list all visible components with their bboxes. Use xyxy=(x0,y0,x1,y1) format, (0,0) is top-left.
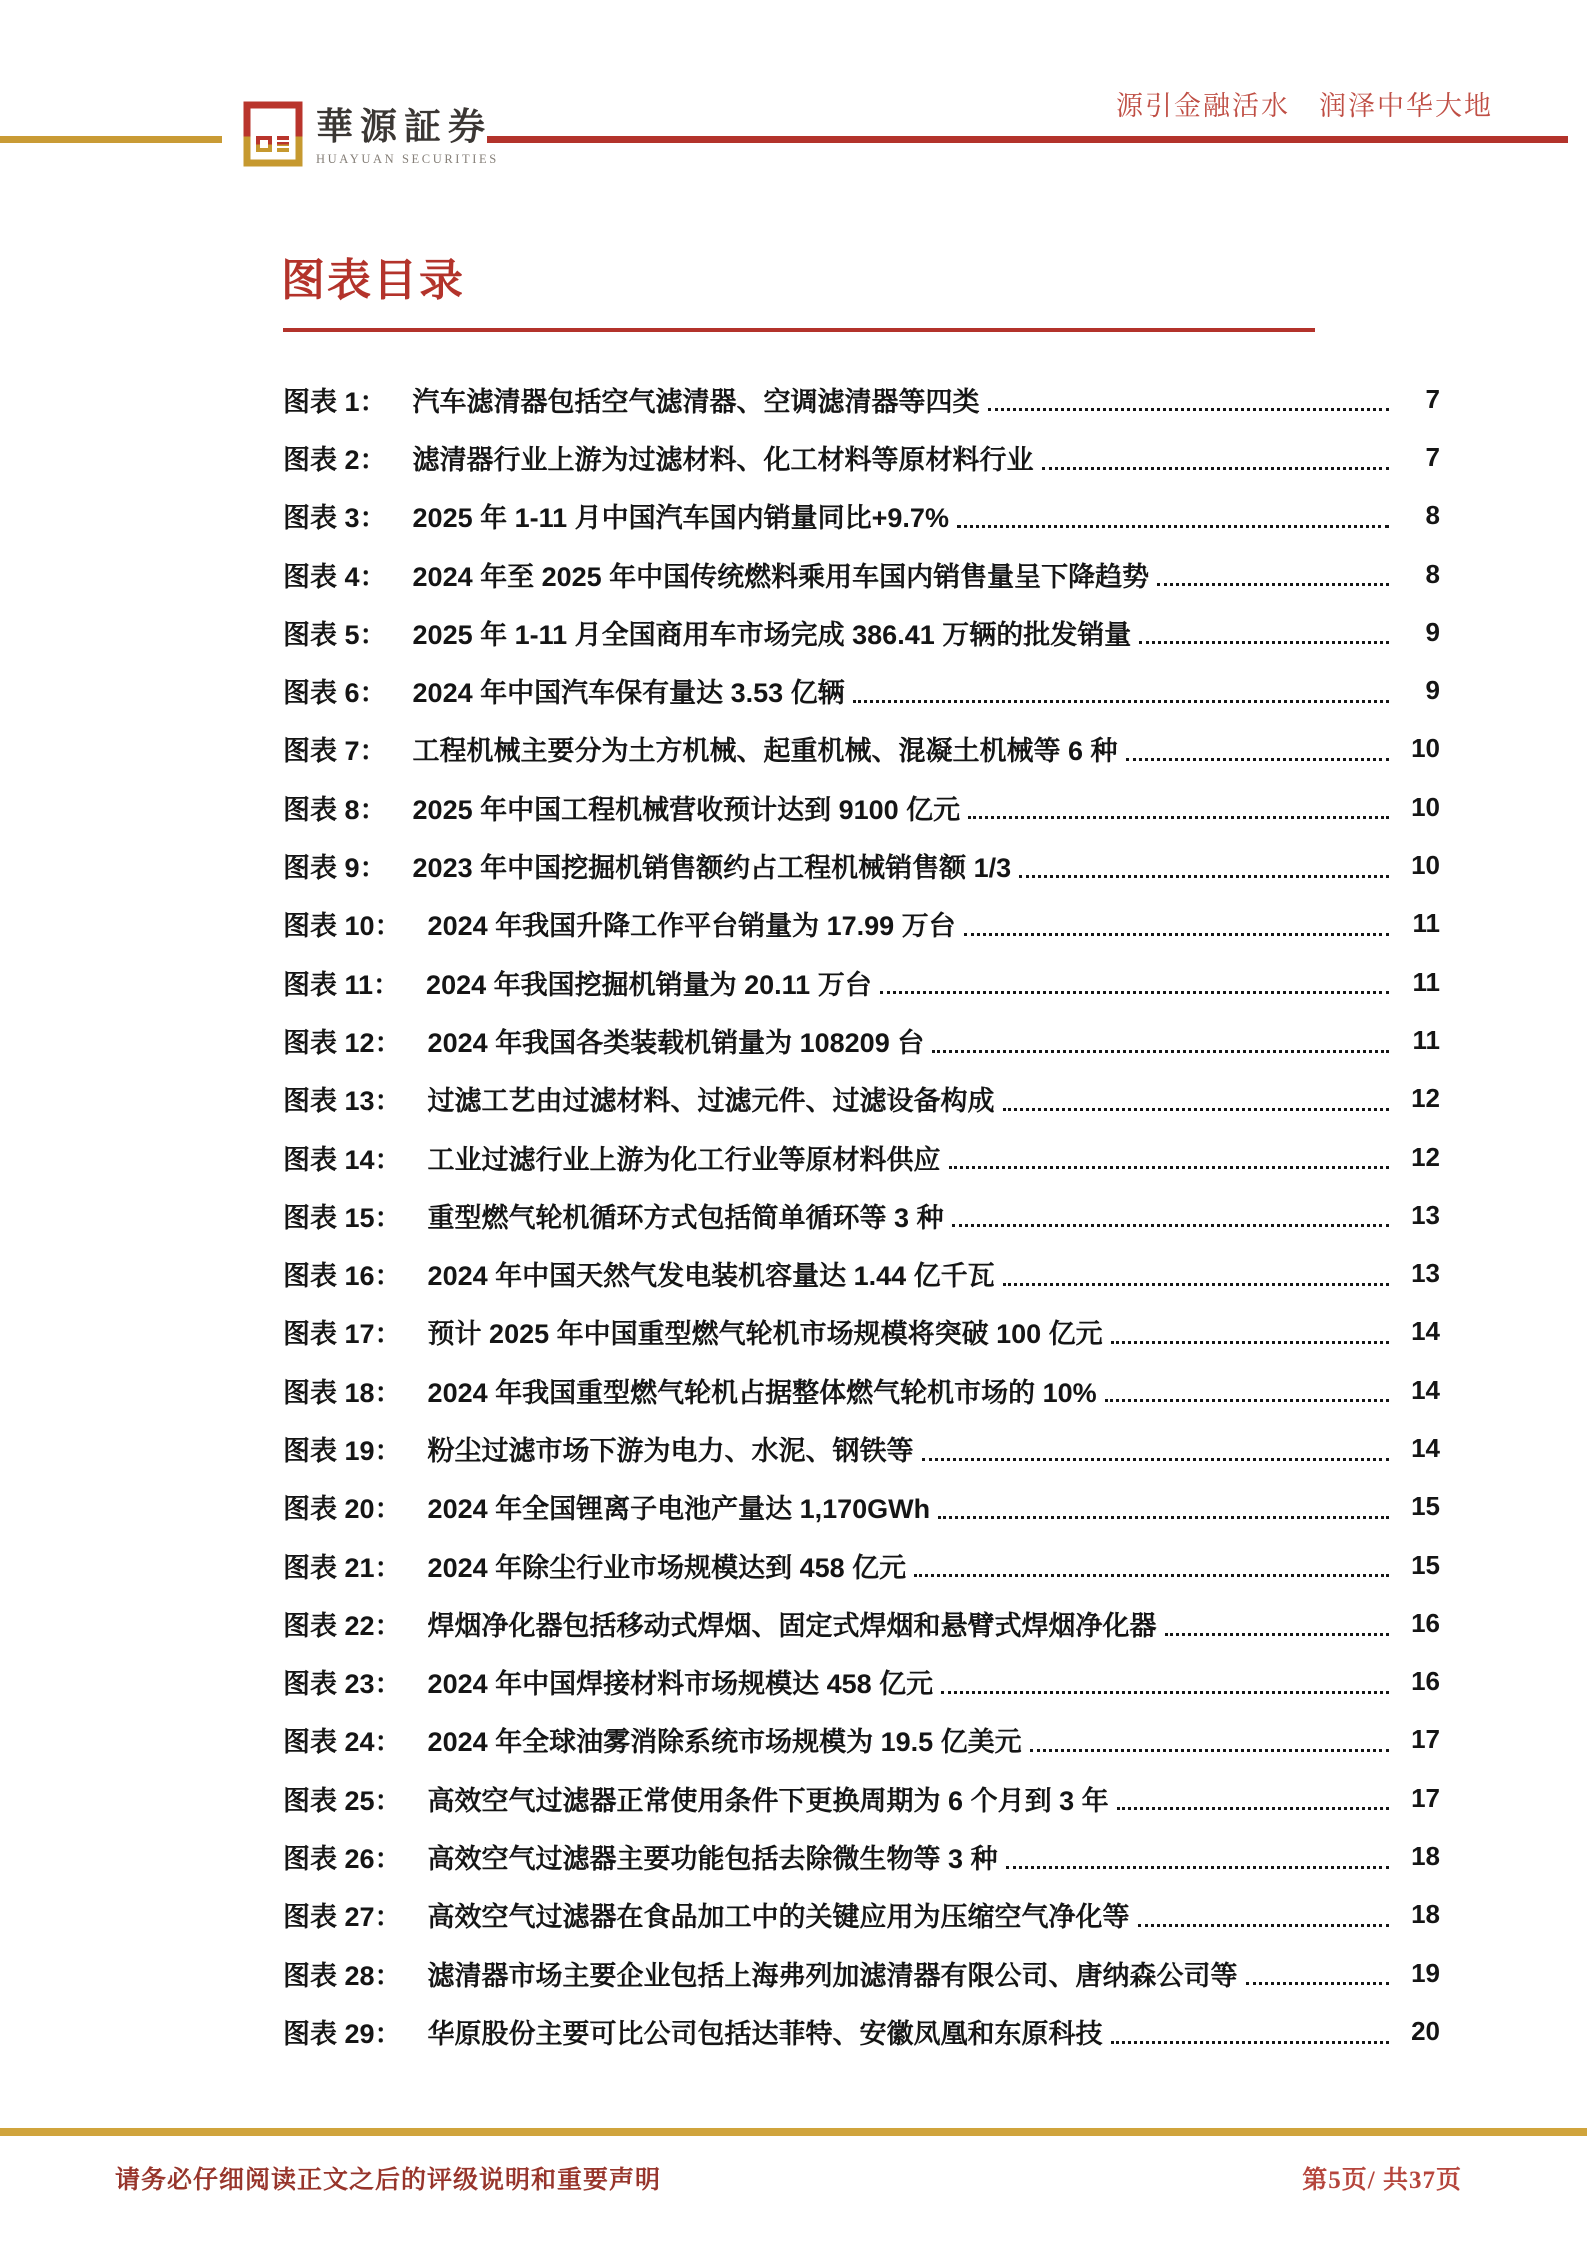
toc-entry-caption: 2024 年中国汽车保有量达 3.53 亿辆 xyxy=(412,678,845,709)
toc-entry-label: 图表 29： xyxy=(283,2018,402,2049)
toc-entry xyxy=(283,1594,1440,1652)
toc-entry-label: 图表 18： xyxy=(283,1377,402,1408)
toc-entry-caption: 重型燃气轮机循环方式包括简单循环等 3 种 xyxy=(427,1202,944,1233)
brand-name-en: HUAYUAN SECURITIES xyxy=(316,151,499,166)
toc-entry-page: 9 xyxy=(1425,616,1440,647)
toc-entry xyxy=(283,1011,1440,1069)
toc-entry xyxy=(283,1128,1440,1186)
dot-leader xyxy=(1003,1283,1389,1286)
brand-block xyxy=(316,108,576,167)
toc-entry-page: 12 xyxy=(1411,1083,1440,1114)
toc-entry-label: 图表 20： xyxy=(283,1494,402,1525)
toc-entry xyxy=(283,836,1440,894)
toc-entry-label: 图表 7： xyxy=(283,736,387,767)
toc-entry-page: 8 xyxy=(1425,500,1440,531)
toc-entry-page: 10 xyxy=(1411,733,1440,764)
toc-entry xyxy=(283,778,1440,836)
toc-entry-label: 图表 3： xyxy=(283,503,387,534)
dot-leader xyxy=(952,1224,1389,1227)
toc-entry-label: 图表 26： xyxy=(283,1844,402,1875)
toc-entry-page: 14 xyxy=(1411,1432,1440,1463)
toc-entry-page: 18 xyxy=(1411,1841,1440,1872)
toc-entry-caption: 工程机械主要分为土方机械、起重机械、混凝土机械等 6 种 xyxy=(412,736,1118,767)
toc-entry-page: 11 xyxy=(1412,1024,1440,1055)
toc-entry-caption: 2025 年 1-11 月中国汽车国内销量同比+9.7% xyxy=(412,503,949,534)
dot-leader xyxy=(1138,1924,1389,1927)
dot-leader xyxy=(1126,758,1389,761)
toc-entry-caption: 2024 年我国挖掘机销量为 20.11 万台 xyxy=(426,969,872,1000)
toc-entry-label: 图表 23： xyxy=(283,1669,402,1700)
toc-entry-page: 8 xyxy=(1425,558,1440,589)
toc-entry-page: 16 xyxy=(1411,1607,1440,1638)
dot-leader xyxy=(1246,1982,1389,1985)
toc-entry xyxy=(283,1361,1440,1419)
footer-gold-rule xyxy=(0,2128,1587,2136)
toc-entry xyxy=(283,953,1440,1011)
toc-entry-caption: 2024 年至 2025 年中国传统燃料乘用车国内销售量呈下降趋势 xyxy=(412,561,1150,592)
toc-entry-caption: 2024 年我国各类装载机销量为 108209 台 xyxy=(427,1027,925,1058)
toc-entry-page: 10 xyxy=(1411,791,1440,822)
toc-entry xyxy=(283,1886,1440,1944)
toc-entry xyxy=(283,895,1440,953)
toc-entry-page: 14 xyxy=(1411,1374,1440,1405)
dot-leader xyxy=(1105,1399,1389,1402)
toc-entry-page: 15 xyxy=(1411,1491,1440,1522)
toc-entry xyxy=(283,720,1440,778)
dot-leader xyxy=(1006,1866,1389,1869)
toc-entry-page: 16 xyxy=(1411,1666,1440,1697)
footer-page-number: 第5页/ 共37页 xyxy=(1302,2167,1462,2194)
header-gold-rule xyxy=(0,136,222,143)
toc-entry-label: 图表 4： xyxy=(283,561,387,592)
toc-entry-caption: 2024 年全国锂离子电池产量达 1,170GWh xyxy=(427,1494,931,1525)
toc-entry-page: 12 xyxy=(1411,1141,1440,1172)
toc-entry xyxy=(283,1711,1440,1769)
toc-entry-label: 图表 11： xyxy=(283,969,401,1000)
dot-leader xyxy=(938,1516,1389,1519)
toc-entry-page: 13 xyxy=(1411,1258,1440,1289)
dot-leader xyxy=(1019,875,1389,878)
toc-entry-label: 图表 25： xyxy=(283,1785,402,1816)
huayuan-seal-logo-icon xyxy=(243,101,303,167)
toc-entry-label: 图表 15： xyxy=(283,1202,402,1233)
toc-entry-page: 13 xyxy=(1411,1199,1440,1230)
dot-leader xyxy=(1117,1807,1389,1810)
toc-entry xyxy=(283,428,1440,486)
toc-entry-page: 9 xyxy=(1425,675,1440,706)
brand-name-cn: 華源証券 xyxy=(316,107,492,148)
footer-disclaimer: 请务必仔细阅读正文之后的评级说明和重要声明 xyxy=(115,2167,662,2194)
toc-entry-label: 图表 28： xyxy=(283,1960,402,1991)
toc-entry-caption: 粉尘过滤市场下游为电力、水泥、钢铁等 xyxy=(427,1435,914,1466)
toc-entry xyxy=(283,661,1440,719)
toc-entry xyxy=(283,1070,1440,1128)
toc-entry-caption: 2024 年我国重型燃气轮机占据整体燃气轮机市场的 10% xyxy=(427,1377,1097,1408)
dot-leader xyxy=(1042,467,1389,470)
toc-entry-caption: 2024 年除尘行业市场规模达到 458 亿元 xyxy=(427,1552,907,1583)
toc-entry-caption: 2024 年我国升降工作平台销量为 17.99 万台 xyxy=(427,911,956,942)
toc-entry-page: 11 xyxy=(1412,966,1440,997)
toc-entry-label: 图表 12： xyxy=(283,1027,402,1058)
toc-entry-caption: 2025 年中国工程机械营收预计达到 9100 亿元 xyxy=(412,794,961,825)
toc-entry xyxy=(283,1478,1440,1536)
toc-entry xyxy=(283,603,1440,661)
toc-entry-page: 18 xyxy=(1411,1899,1440,1930)
toc-entry-caption: 华原股份主要可比公司包括达菲特、安徽凤凰和东原科技 xyxy=(427,2018,1103,2049)
dot-leader xyxy=(988,408,1389,411)
toc-entry-page: 17 xyxy=(1411,1782,1440,1813)
toc-entry-label: 图表 19： xyxy=(283,1435,402,1466)
dot-leader xyxy=(922,1458,1389,1461)
toc-entry xyxy=(283,487,1440,545)
toc-entry-caption: 高效空气过滤器正常使用条件下更换周期为 6 个月到 3 年 xyxy=(427,1785,1109,1816)
toc-entry-page: 10 xyxy=(1411,850,1440,881)
toc-entry-label: 图表 22： xyxy=(283,1610,402,1641)
dot-leader xyxy=(964,933,1389,936)
toc-entry-label: 图表 13： xyxy=(283,1086,402,1117)
toc-entry-label: 图表 21： xyxy=(283,1552,402,1583)
toc-entry-label: 图表 9： xyxy=(283,853,387,884)
toc-entry xyxy=(283,2002,1440,2060)
brand-tagline: 源引金融活水 润泽中华大地 xyxy=(1116,91,1493,121)
toc-entry-caption: 2024 年中国焊接材料市场规模达 458 亿元 xyxy=(427,1669,934,1700)
toc-entry-caption: 预计 2025 年中国重型燃气轮机市场规模将突破 100 亿元 xyxy=(427,1319,1103,1350)
toc-entry xyxy=(283,1944,1440,2002)
toc-entry-label: 图表 1： xyxy=(283,386,387,417)
toc-entry-caption: 滤清器市场主要企业包括上海弗列加滤清器有限公司、唐纳森公司等 xyxy=(427,1960,1238,1991)
dot-leader xyxy=(853,700,1389,703)
title-divider-rule xyxy=(283,328,1315,332)
toc-entry-page: 11 xyxy=(1412,908,1440,939)
dot-leader xyxy=(914,1574,1389,1577)
toc-entry xyxy=(283,1419,1440,1477)
toc-entry-label: 图表 27： xyxy=(283,1902,402,1933)
toc-entry-caption: 2024 年全球油雾消除系统市场规模为 19.5 亿美元 xyxy=(427,1727,1022,1758)
toc-list xyxy=(283,370,1440,2061)
toc-entry-label: 图表 17： xyxy=(283,1319,402,1350)
toc-entry-label: 图表 16： xyxy=(283,1261,402,1292)
header-red-rule xyxy=(487,136,1568,143)
dot-leader xyxy=(1165,1633,1389,1636)
toc-entry-label: 图表 5： xyxy=(283,619,387,650)
dot-leader xyxy=(1003,1108,1389,1111)
toc-entry-page: 17 xyxy=(1411,1724,1440,1755)
toc-entry-caption: 高效空气过滤器在食品加工中的关键应用为压缩空气净化等 xyxy=(427,1902,1130,1933)
dot-leader xyxy=(1111,2041,1389,2044)
page-title: 图表目录 xyxy=(281,256,465,305)
toc-entry-page: 20 xyxy=(1411,2015,1440,2046)
toc-entry-caption: 汽车滤清器包括空气滤清器、空调滤清器等四类 xyxy=(412,386,980,417)
dot-leader xyxy=(932,1050,1389,1053)
toc-entry-label: 图表 2： xyxy=(283,444,387,475)
dot-leader xyxy=(949,1166,1389,1169)
toc-entry-label: 图表 14： xyxy=(283,1144,402,1175)
toc-entry-label: 图表 8： xyxy=(283,794,387,825)
toc-entry-page: 19 xyxy=(1411,1957,1440,1988)
toc-entry-caption: 工业过滤行业上游为化工行业等原材料供应 xyxy=(427,1144,941,1175)
toc-entry-label: 图表 6： xyxy=(283,678,387,709)
toc-entry-label: 图表 10： xyxy=(283,911,402,942)
dot-leader xyxy=(1111,1341,1389,1344)
dot-leader xyxy=(1157,583,1389,586)
dot-leader xyxy=(880,991,1389,994)
toc-entry xyxy=(283,370,1440,428)
toc-entry-caption: 2024 年中国天然气发电装机容量达 1.44 亿千瓦 xyxy=(427,1261,995,1292)
toc-entry xyxy=(283,1536,1440,1594)
toc-entry xyxy=(283,1186,1440,1244)
toc-entry xyxy=(283,1827,1440,1885)
toc-entry xyxy=(283,1769,1440,1827)
toc-entry xyxy=(283,1303,1440,1361)
dot-leader xyxy=(1030,1749,1389,1752)
toc-entry xyxy=(283,1653,1440,1711)
toc-entry-caption: 2025 年 1-11 月全国商用车市场完成 386.41 万辆的批发销量 xyxy=(412,619,1132,650)
toc-entry-page: 7 xyxy=(1425,441,1440,472)
toc-entry-caption: 滤清器行业上游为过滤材料、化工材料等原材料行业 xyxy=(412,444,1034,475)
toc-entry xyxy=(283,1244,1440,1302)
dot-leader xyxy=(968,816,1389,819)
toc-entry-label: 图表 24： xyxy=(283,1727,402,1758)
toc-entry-page: 7 xyxy=(1425,383,1440,414)
toc-entry-caption: 高效空气过滤器主要功能包括去除微生物等 3 种 xyxy=(427,1844,998,1875)
toc-entry xyxy=(283,545,1440,603)
toc-entry-caption: 2023 年中国挖掘机销售额约占工程机械销售额 1/3 xyxy=(412,853,1012,884)
dot-leader xyxy=(957,525,1389,528)
toc-entry-page: 14 xyxy=(1411,1316,1440,1347)
toc-entry-page: 15 xyxy=(1411,1549,1440,1580)
dot-leader xyxy=(1139,641,1389,644)
dot-leader xyxy=(941,1691,1389,1694)
toc-entry-caption: 过滤工艺由过滤材料、过滤元件、过滤设备构成 xyxy=(427,1086,995,1117)
toc-entry-caption: 焊烟净化器包括移动式焊烟、固定式焊烟和悬臂式焊烟净化器 xyxy=(427,1610,1157,1641)
